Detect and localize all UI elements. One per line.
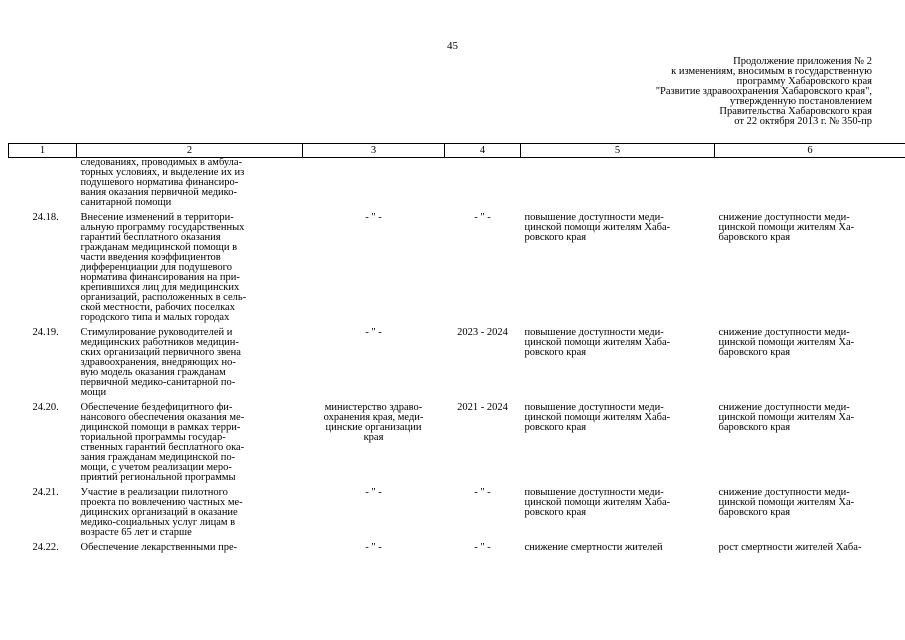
period-cell: - " -	[474, 212, 491, 223]
executor-cell: - " -	[365, 212, 382, 223]
column-header: 2	[77, 144, 303, 158]
consequence-cell: снижение доступности меди- цинской помощи жителям Ха- баровского края	[718, 212, 855, 243]
period-cell: - " -	[474, 542, 491, 553]
consequence-cell: снижение доступности меди- цинской помощи жителям Ха- баровского края	[718, 487, 855, 518]
period-cell: 2021 - 2024	[457, 402, 508, 413]
column-header: 1	[9, 144, 77, 158]
appendix-line: утвержденную постановлением	[729, 96, 872, 107]
column-header: 5	[521, 144, 715, 158]
measure-cell: Внесение изменений в территори- альную программу государственных гарантий бесплатного оказания гражданам медицинской помощи в части введения коэффициентов дифференциации для подушевого норматива финансирования на при- крепившихся лиц для медицинских организаций, расположенных в сель- ской местности, рабочих поселках городского типа и малых городах	[80, 212, 247, 323]
appendix-line: "Развитие здравоохранения Хабаровского края",	[655, 86, 872, 97]
appendix-line: программу Хабаровского края	[736, 76, 872, 87]
consequence-cell: снижение доступности меди- цинской помощи жителям Ха- баровского края	[718, 327, 855, 358]
period-cell: 2023 - 2024	[457, 327, 508, 338]
consequence-cell: рост смертности жителей Хаба-	[718, 542, 862, 553]
measure-cell: Обеспечение бездефицитного фи- нансового обеспечения оказания ме- дицинской помощи в рамках терри- ториальной программы государ- ственных гарантий бесплатного ока- зания гражданам медицинской по- мощи, с учетом реализации меро- приятий региональной программы	[80, 402, 245, 483]
table-row	[9, 213, 905, 328]
appendix-line: к изменениям, вносимым в государственную	[671, 66, 872, 77]
column-header: 6	[715, 144, 905, 158]
table-row	[9, 403, 905, 488]
result-cell: снижение смертности жителей	[524, 542, 663, 553]
row-number: 24.22.	[32, 542, 59, 553]
executor-cell: министерство здраво- охранения края, меди- цинские организации края	[323, 402, 424, 443]
appendix-line: Правительства Хабаровского края	[719, 106, 872, 117]
measure-cell: Участие в реализации пилотного проекта по вовлечению частных ме- дицинских организаций в оказание медико-социальных услуг лицам в возрасте 65 лет и старше	[80, 487, 243, 538]
row-number: 24.20.	[32, 402, 59, 413]
row-number: 24.21.	[32, 487, 59, 498]
period-cell	[445, 158, 521, 214]
row-number	[9, 158, 77, 214]
table-row	[9, 543, 905, 558]
result-cell: повышение доступности меди- цинской помощи жителям Хаба- ровского края	[524, 487, 671, 518]
measure-cell: следованиях, проводимых в амбула- торных условиях, и выделение их из подушевого норматива финансиро- вания оказания первичной медико- санитарной помощи	[80, 157, 245, 208]
row-number: 24.18.	[32, 212, 59, 223]
consequence-cell: снижение доступности меди- цинской помощи жителям Ха- баровского края	[718, 402, 855, 433]
consequence-cell	[715, 158, 905, 214]
result-cell: повышение доступности меди- цинской помощи жителям Хаба- ровского края	[524, 402, 671, 433]
result-cell	[521, 158, 715, 214]
result-cell: повышение доступности меди- цинской помощи жителям Хаба- ровского края	[524, 212, 671, 243]
measure-cell: Обеспечение лекарственными пре-	[80, 542, 238, 553]
appendix-header	[656, 57, 872, 127]
executor-cell: - " -	[365, 542, 382, 553]
appendix-line: от 22 октября 2013 г. № 350-пр	[734, 116, 872, 127]
executor-cell: - " -	[365, 487, 382, 498]
row-number: 24.19.	[32, 327, 59, 338]
executor-cell	[303, 158, 445, 214]
result-cell: повышение доступности меди- цинской помощи жителям Хаба- ровского края	[524, 327, 671, 358]
executor-cell: - " -	[365, 327, 382, 338]
column-header: 4	[445, 144, 521, 158]
page-number: 45	[447, 40, 458, 52]
measures-table	[8, 143, 905, 558]
period-cell: - " -	[474, 487, 491, 498]
table-row	[9, 158, 905, 214]
column-header: 3	[303, 144, 445, 158]
column-header-row	[9, 144, 905, 158]
table-row	[9, 328, 905, 403]
measure-cell: Стимулирование руководителей и медицинских работников медицин- ских организаций первичного звена здравоохранения, внедряющих но- вую модель оказания гражданам первичной медико-санитарной по- мощи	[80, 327, 241, 398]
table-row	[9, 488, 905, 543]
appendix-line: Продолжение приложения № 2	[733, 56, 872, 67]
